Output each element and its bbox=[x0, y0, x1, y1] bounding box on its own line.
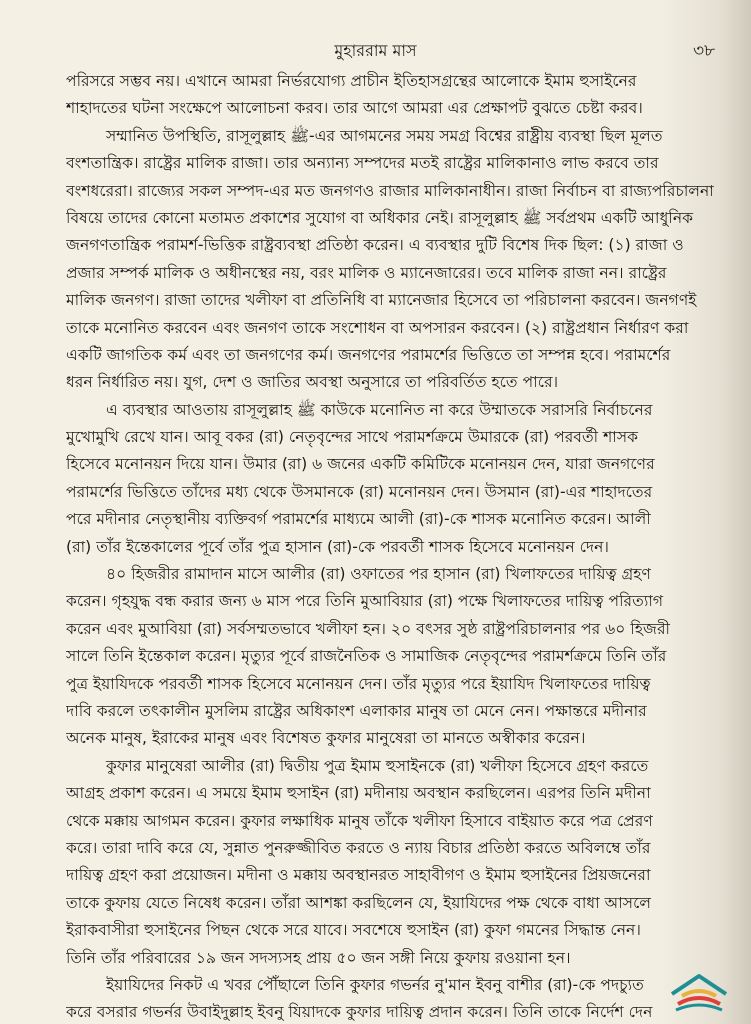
text-line: পরামর্শের ভিত্তিতে তাঁদের মধ্য থেকে উসমানকে (রা) মনোনয়ন দেন। উসমান (রা)-এর শাহাদতের bbox=[66, 482, 653, 501]
text-line: থেকে মক্কায় আগমন করেন। কুফার লক্ষাধিক মানুষ তাঁকে খলীফা হিসাবে বাইয়াত করে পত্র প্রেরণ bbox=[66, 811, 653, 830]
text-line: করে বসরার গভর্নর উবাইদুল্লাহ ইবনু যিয়াদকে কুফার দায়িত্ব প্রদান করেন। তিনি তাকে নির্দেশ দেন bbox=[66, 1003, 653, 1022]
text-line: কুফার মানুষেরা আলীর (রা) দ্বিতীয় পুত্র ইমাম হুসাইনকে (রা) খলীফা হিসেবে গ্রহণ করতে bbox=[106, 756, 649, 775]
text-line: অনেক মানুষ, ইরাকের মানুষ এবং বিশেষত কুফার মানুষেরা তা মানতে অস্বীকার করেন। bbox=[66, 729, 586, 748]
text-line: তাকে কুফায় যেতে নিষেধ করেন। তাঁরা আশঙ্কা করছিলেন যে, ইয়াযিদের পক্ষ থেকে বাধা আসলে bbox=[66, 893, 651, 912]
text-line: ইয়াযিদের নিকট এ খবর পৌঁছালে তিনি কুফার গভর্নর নু'মান ইবনু বাশীর (রা)-কে পদচ্যুত bbox=[106, 975, 644, 994]
text-line: মালিক জনগণ। রাজা তাদের খলীফা বা প্রতিনিধি বা ম্যানেজার হিসেবে তা পরিচালনা করবেন। জনগণই bbox=[66, 291, 697, 310]
text-line: আগ্রহ প্রকাশ করেন। এ সময়ে ইমাম হুসাইন (রা) মদীনায় অবস্থান করছিলেন। এরপর তিনি মদীনা bbox=[66, 784, 651, 803]
text-line: মুখোমুখি রেখে যান। আবূ বকর (রা) নেতৃবৃন্দের সাথে পরামর্শক্রমে উমারকে (রা) পরবর্তী শাসক bbox=[66, 428, 639, 447]
text-line: সালে তিনি ইন্তেকাল করেন। মৃত্যুর পূর্বে রাজনৈতিক ও সামাজিক নেতৃবৃন্দের পরামর্শক্রমে তিনি তাঁর bbox=[66, 647, 667, 666]
text-line: ধরন নির্ধারিত নয়। যুগ, দেশ ও জাতির অবস্থা অনুসারে তা পরিবর্তিত হতে পারে। bbox=[66, 373, 559, 392]
text-line: শাহাদতের ঘটনা সংক্ষেপে আলোচনা করব। তার আগে আমরা এর প্রেক্ষাপট বুঝতে চেষ্টা করব। bbox=[66, 99, 643, 118]
text-line: একটি জাগতিক কর্ম এবং তা জনগণের কর্ম। জনগণের পরামর্শের ভিত্তিতে তা সম্পন্ন হবে। পরামর্শের bbox=[66, 345, 671, 364]
text-line: তাকে মনোনিত করবেন এবং জনগণ তাকে সংশোধন বা অপসারন করবেন। (২) রাষ্ট্রপ্রধান নির্ধারণ করা bbox=[66, 318, 689, 337]
text-line: তিনি তাঁর পরিবারের ১৯ জন সদস্যসহ প্রায় ৫০ জন সঙ্গী নিয়ে কুফায় রওয়ানা হন। bbox=[66, 948, 571, 967]
text-line: ইরাকবাসীরা হুসাইনের পিছন থেকে সরে যাবে। সবশেষে হুসাইন (রা) কুফা গমনের সিদ্ধান্ত নেন। bbox=[66, 921, 641, 940]
text-line: হিসেবে মনোনয়ন দিয়ে যান। উমার (রা) ৬ জনের একটি কমিটিকে মনোনয়ন দেন, যারা জনগণের bbox=[66, 455, 655, 474]
publisher-logo-icon bbox=[668, 972, 730, 1012]
text-line: প্রজার সম্পর্ক মালিক ও অধীনস্থের নয়, বরং মালিক ও ম্যানেজারের। তবে মালিক রাজা নন। রাষ্ট্রের bbox=[66, 263, 667, 282]
text-line: করে। তারা দাবি করে যে, সুন্নাত পুনরুজ্জীবিত করতে ও ন্যায় বিচার প্রতিষ্ঠা করতে অবিলম্বে তাঁর bbox=[66, 838, 651, 857]
text-line: করেন। গৃহযুদ্ধ বন্ধ করার জন্য ৬ মাস পরে তিনি মুআবিয়ার (রা) পক্ষে খিলাফতের দায়িত্ব পরিত্যাগ bbox=[66, 592, 664, 611]
body-text bbox=[66, 68, 750, 1024]
text-line: জনগণতান্ত্রিক পরামর্শ-ভিত্তিক রাষ্ট্রব্যবস্থা প্রতিষ্ঠা করেন। এ ব্যবস্থার দুটি বিশেষ দিক ছিল: (১) রাজা ও bbox=[66, 236, 684, 255]
text-line: করেন এবং মুআবিয়া (রা) সর্বসম্মতভাবে খলীফা হন। ২০ বৎসর সুষ্ঠ রাষ্ট্রপরিচালনার পর ৬০ হিজরী bbox=[66, 619, 671, 638]
text-line: পরে মদীনার নেতৃস্থানীয় ব্যক্তিবর্গ পরামর্শের মাধ্যমে আলী (রা)-কে শাসক মনোনিত করেন। আলী bbox=[66, 510, 651, 529]
text-line: দায়িত্ব গ্রহণ করা প্রয়োজন। মদীনা ও মক্কায় অবস্থানরত সাহাবীগণ ও ইমাম হুসাইনের প্রিয়জনেরা bbox=[66, 866, 651, 885]
text-line: সম্মানিত উপস্থিতি, রাসূলুল্লাহ ﷺ-এর আগমনের সময় সমগ্র বিশ্বের রাষ্ট্রীয় ব্যবস্থা ছিল মূলত bbox=[106, 126, 663, 145]
text-line: (রা) তাঁর ইন্তেকালের পূর্বে তাঁর পুত্র হাসান (রা)-কে পরবর্তী শাসক হিসেবে মনোনয়ন দেন। bbox=[66, 537, 610, 556]
text-line: দাবি করলে তৎকালীন মুসলিম রাষ্ট্রের অধিকাংশ এলাকার মানুষ তা মেনে নেন। পক্ষান্তরে মদীনার bbox=[66, 701, 647, 720]
text-line: পুত্র ইয়াযিদকে পরবর্তী শাসক হিসেবে মনোনয়ন দেন। তাঁর মৃত্যুর পরে ইয়াযিদ খিলাফতের দায়িত্ব bbox=[66, 674, 651, 693]
text-line: বিষয়ে তাদের কোনো মতামত প্রকাশের সুযোগ বা অধিকার নেই। রাসূলুল্লাহ ﷺ সর্বপ্রথম একটি আধুনিক bbox=[66, 208, 694, 227]
text-line: বংশধরেরা। রাজ্যের সকল সম্পদ-এর মত জনগণও রাজার মালিকানাধীন। রাজা নির্বাচন বা রাজ্যপরিচালনা bbox=[66, 181, 714, 200]
page-number: ৩৮ bbox=[693, 41, 716, 61]
text-line: পরিসরে সম্ভব নয়। এখানে আমরা নির্ভরযোগ্য প্রাচীন ইতিহাসগ্রন্থের আলোকে ইমাম হুসাইনের bbox=[66, 72, 637, 90]
page-title: মুহাররাম মাস bbox=[334, 41, 417, 60]
text-line: এ ব্যবস্থার আওতায় রাসূলুল্লাহ ﷺ কাউকে মনোনিত না করে উম্মাতকে সরাসরি নির্বাচনের bbox=[106, 400, 653, 419]
text-line: ৪০ হিজরীর রামাদান মাসে আলীর (রা) ওফাতের পর হাসান (রা) খিলাফতের দায়িত্ব গ্রহণ bbox=[106, 565, 651, 584]
text-line: বংশতান্ত্রিক। রাষ্ট্রের মালিক রাজা। তার অন্যান্য সম্পদের মতই রাষ্ট্রের মালিকানাও লাভ করবে তার bbox=[66, 154, 659, 173]
